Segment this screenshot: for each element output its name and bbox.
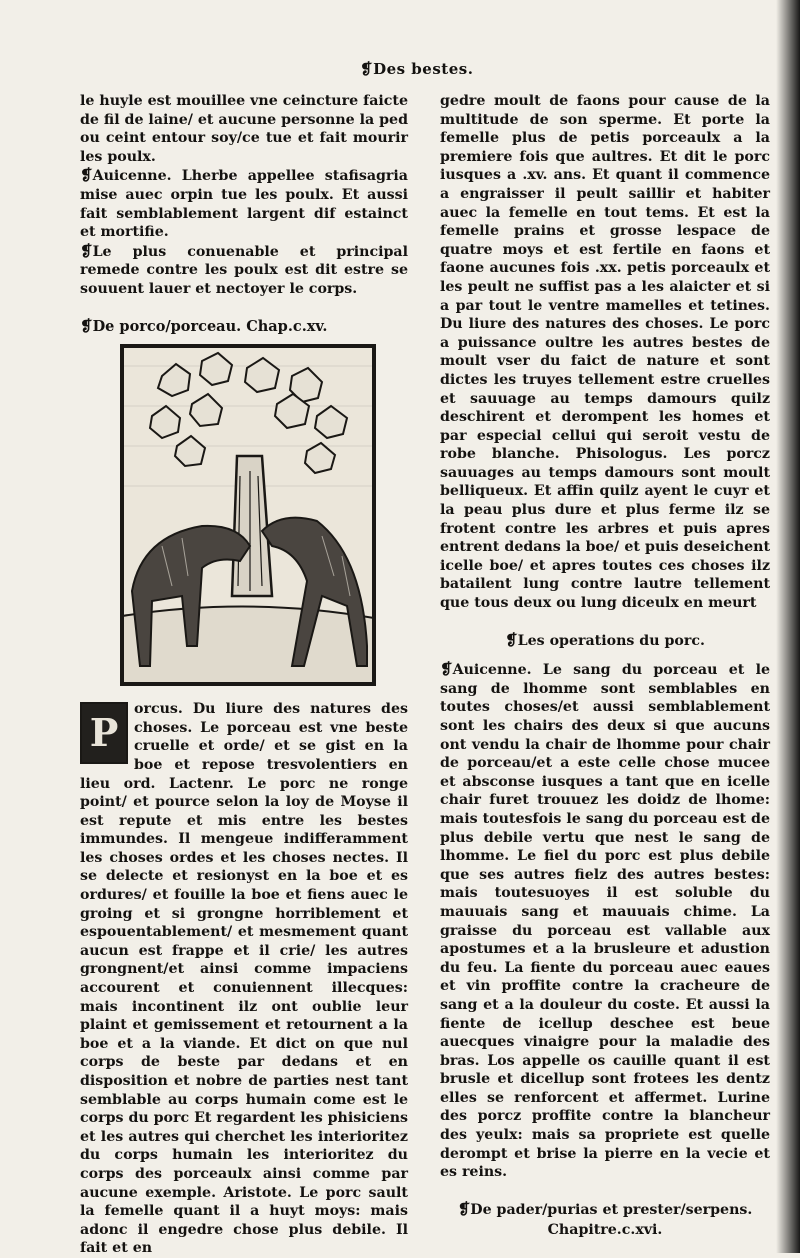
pilcrow-icon: ❡ — [80, 241, 93, 260]
right-column — [440, 92, 770, 1250]
main-paragraph-text: orcus. Du liure des natures des choses. Le porceau est vne beste cruelle et orde/ et se gist en la boe et repose tresvolentiers en lieu ord. Lactenr. Le porc ne ronge point/ et pource selon la loy de Moyse il est repute et mis entre les bestes immundes. Il mengeue indifferamment les choses ordes et les choses nectes. Il se delecte et resionyst en la boe et es ordures/ et fouille la boe et fiens auec le groing et si grongne horriblement et espouentablement/ et mesmement quant aucun est frappe et il crie/ les autres grongnent/et ainsi comme impaciens accourent et conuiennent illecques: mais incontinent ilz ont oublie leur plaint et gemissement et retournent a la boe et a la viande. Et dict on que nul corps de beste par dedans et en disposition et nobre de parties nest tant semblable au corps humain come est le corps du porc Et regardent les phisiciens et les autres qui cherchet les interioritez du corps humain les interioritez du corps des porceaulx ainsi comme par aucune exemple. Aristote. Le porc sault la femelle quant il a huyt moys: mais adonc il engedre chose plus debile. Il fait et en — [80, 701, 408, 1257]
pilcrow-icon: ❡ — [80, 166, 93, 185]
paragraph-avicenna — [80, 166, 408, 241]
pilcrow-icon: ❡ — [440, 660, 453, 679]
running-header — [360, 60, 520, 78]
paragraph-generation: gedre moult de faons pour cause de la multitude de son sperme. Et porte la femelle plus de petis porceaulx a la premiere fois que aultres. Et dit le porc iusques a .xv. ans. Et quant il commence a engraisser il peult saillir et habiter auec la femelle en tout tems. Et est la femelle prains et grosse lespace de quatre moys et est fertile en faons et faone aucunes fois .xx. petis porceaulx et les peult ne suffist pas a les alaicter et si a par tout le ventre mamelles et tetines. Du liure des natures des choses. Le porc a puissance oultre les autres bestes de moult vser du faict de nature et sont dictes les truyes tellement estre cruelles et sauuage au temps damours quilz deschirent et derompent les homes et par especial cellui qui seroit vestu de robe blanche. Phisologus. Les porcz sauuages au temps damours sont moult belliqueux. Et affin quilz ayent le cuyr et la peau plus dure et plus ferme ilz se frotent contre les arbres et puis apres entrent dedans la boe/ et puis deseichent icelle boe/ et apres toutes ces choses ilz batailent lung contre lautre tellement que tous deux ou lung diceulx en meurt — [440, 93, 770, 612]
section-heading-text: Les operations du porc. — [517, 632, 705, 649]
binding-shadow — [776, 0, 800, 1253]
main-paragraph-porcus — [80, 700, 408, 1258]
next-chapter-number: Chapitre.c.xvi. — [547, 1222, 663, 1239]
left-column — [80, 92, 408, 1258]
next-chapter-heading — [440, 1200, 770, 1220]
woodcut-illustration — [120, 344, 376, 686]
paragraph-remedy-text: Le plus conuenable et principal remede contre les poulx est dit estre se souuent lauer et nectoyer le corps. — [80, 243, 408, 297]
decorated-initial-p: P — [80, 702, 128, 764]
chapter-heading-text: De porco/porceau. Chap.c.xv. — [92, 317, 328, 335]
section-heading — [440, 631, 770, 651]
chapter-heading — [80, 317, 408, 337]
pilcrow-icon: ❡ — [80, 316, 93, 335]
paragraph-operations — [440, 660, 770, 1182]
pilcrow-icon: ❡ — [360, 60, 374, 78]
woodcut-boars-under-oak — [122, 346, 374, 684]
paragraph-avicenna-text: Auicenne. Lherbe appellee stafisagria mise auec orpin tue les poulx. Et aussi fait semblablement largent dif estainct et mortifie. — [80, 168, 408, 241]
paragraph-lice-1: le huyle est mouillee vne ceincture faicte de fil de laine/ et aucune personne la ped ou ceint entour soy/ce tue et fait mourir les poulx. — [80, 93, 408, 165]
next-chapter-heading-text: De pader/purias et prester/serpens. — [470, 1201, 753, 1218]
pilcrow-icon: ❡ — [505, 630, 518, 649]
paragraph-remedy — [80, 242, 408, 299]
pilcrow-icon: ❡ — [457, 1199, 471, 1218]
running-header-text: Des bestes. — [373, 60, 474, 78]
paragraph-operations-text: Auicenne. Le sang du porceau et le sang de lhomme sont semblables en toutes choses/et aussi semblablement sont les chairs des deux si que aucuns ont vendu la chair de lhomme pour chair de porceau/et a este celle chose mucee et absconse iusques a tant que en icelle chair furet trouuez les doidz de lhome: mais toutesfois le sang du porceau est de plus debile vertu que nest le sang de lhomme. Le fiel du porc est plus debile que ses autres fielz des autres bestes: mais toutesuoyes il est soluble du mauuais sang et mauuais chime. La graisse du porceau est vallable aux apostumes et a la brusleure et adustion du feu. La fiente du porceau auec eaues et vin proffite contre la cracheure de sang et a la douleur du coste. Et aussi la fiente de icellup deschee est beue auecques vinaigre pour la maladie des bras. Los appelle os cauille quant il est brusle et dicellup sont frotees les dentz elles se renforcent et affermet. Lurine des porcz proffite contre la blancheur des yeulx: mais sa propriete est quelle derompt et brise la pierre en la vecie et es reins. — [440, 662, 770, 1181]
